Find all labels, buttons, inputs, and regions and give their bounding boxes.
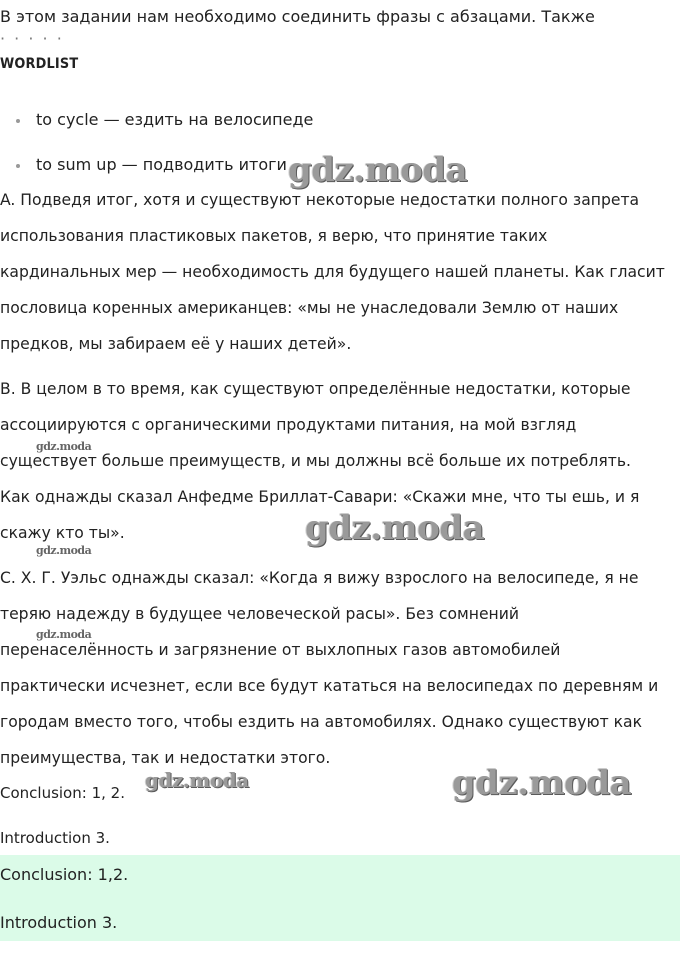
watermark-logo: gdz.moda (452, 763, 632, 803)
bullet-icon (16, 164, 20, 168)
intro-line: В этом задании нам необходимо соединить фразы с абзацами. Также (0, 7, 595, 26)
answer-conclusion: Conclusion: 1,2. (0, 865, 129, 884)
wordlist-title: WORDLIST (0, 56, 79, 72)
wordlist (0, 100, 313, 190)
introduction-line: Introduction 3. (0, 829, 110, 847)
paragraph-a (0, 182, 680, 362)
paragraph-line: A. Подведя итог, хотя и существуют некоторые недостатки полного запрета (0, 191, 640, 209)
paragraph-line: городам вместо того, чтобы ездить на автомобилях. Однако существуют как (0, 713, 643, 731)
paragraph-line: практически исчезнет, если все будут кататься на велосипедах по деревням и (0, 677, 659, 695)
watermark-logo: gdz.moda (145, 768, 249, 792)
watermark-logo: gdz.moda (288, 150, 468, 190)
intro-text (0, 6, 680, 46)
paragraph-line: ассоциируются с органическими продуктами питания, на мой взгляд (0, 416, 577, 434)
wordlist-item-text: to cycle — ездить на велосипеде (36, 110, 314, 129)
answer-box (0, 855, 680, 941)
watermark-logo: gdz.moda (305, 508, 485, 548)
conclusion-line: Conclusion: 1, 2. (0, 784, 125, 802)
paragraph-line: B. В целом в то время, как существуют определённые недостатки, которые (0, 380, 631, 398)
paragraph-line: скажу кто ты». (0, 524, 125, 542)
paragraph-line: использования пластиковых пакетов, я верю, что принятие таких (0, 227, 548, 245)
intro-line-cut: · · · · · (0, 29, 64, 46)
wordlist-item (0, 100, 313, 145)
paragraph-line: кардинальных мер — необходимость для будущего нашей планеты. Как гласит (0, 263, 665, 281)
paragraph-line: Как однажды сказал Анфедме Бриллат-Савари: «Скажи мне, что ты ешь, и я (0, 488, 640, 506)
paragraph-line: преимущества, так и недостатки этого. (0, 749, 331, 767)
wordlist-item-text: to sum up — подводить итоги (36, 155, 287, 174)
bullet-icon (16, 119, 20, 123)
paragraph-c (0, 560, 680, 776)
watermark-logo: gdz.moda (36, 544, 92, 557)
paragraph-line: пословица коренных американцев: «мы не унаследовали Землю от наших (0, 299, 619, 317)
paragraph-line: теряю надежду в будущее человеческой расы». Без сомнений (0, 605, 520, 623)
watermark-logo: gdz.moda (36, 440, 92, 453)
paragraph-line: существует больше преимуществ, и мы должны всё больше их потреблять. (0, 452, 631, 470)
watermark-logo: gdz.moda (36, 628, 92, 641)
paragraph-line: предков, мы забираем её у наших детей». (0, 335, 352, 353)
paragraph-line: C. Х. Г. Уэльс однажды сказал: «Когда я вижу взрослого на велосипеде, я не (0, 569, 639, 587)
paragraph-line: перенаселённость и загрязнение от выхлопных газов автомобилей (0, 641, 561, 659)
answer-introduction: Introduction 3. (0, 913, 118, 932)
